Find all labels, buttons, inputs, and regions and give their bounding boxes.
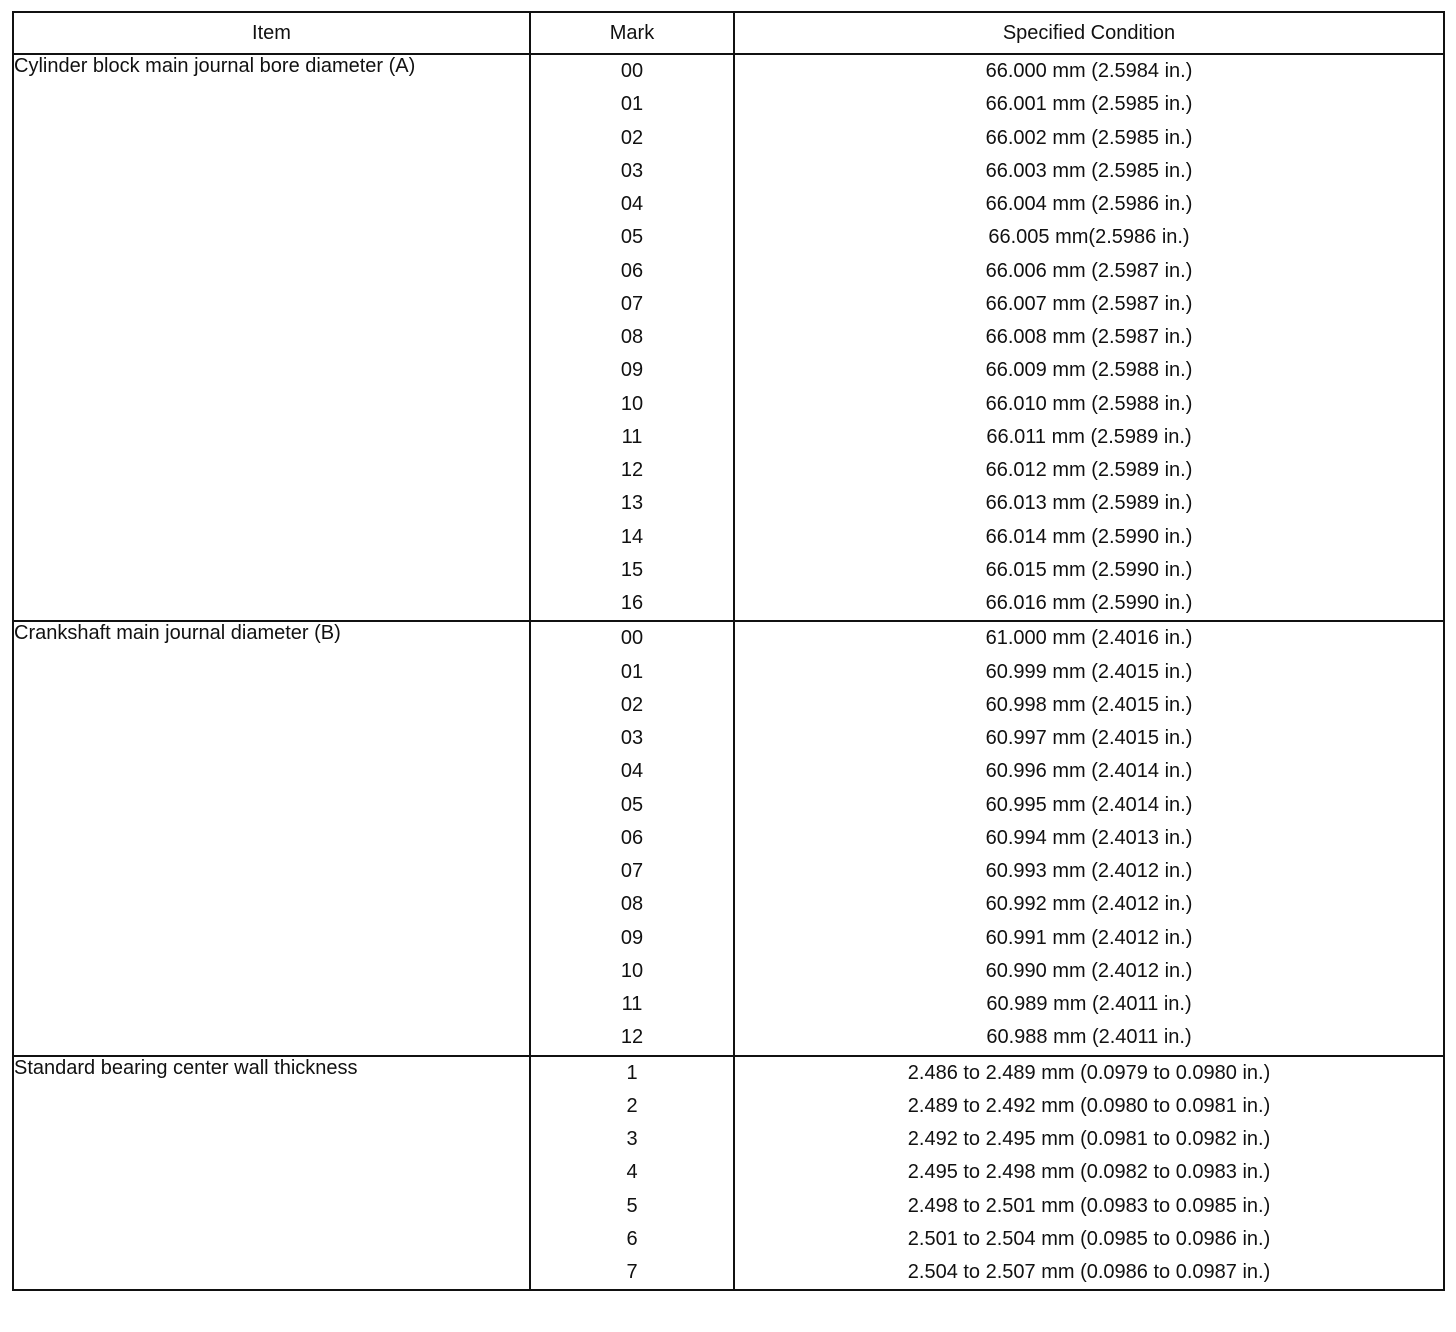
mark-value: 16	[620, 592, 644, 614]
mark-value: 14	[620, 525, 644, 548]
header-item: Item	[13, 12, 530, 54]
condition-value: 60.993 mm (2.4012 in.)	[985, 860, 1193, 882]
mark-value: 08	[620, 893, 644, 916]
mark-value: 09	[620, 926, 644, 949]
item-cell	[13, 621, 530, 1055]
item-label: Crankshaft main journal diameter (B)	[14, 622, 341, 645]
condition-value: 60.989 mm (2.4011 in.)	[986, 993, 1192, 1015]
mark-value: 09	[620, 359, 644, 382]
header-mark: Mark	[530, 12, 734, 54]
condition-value: 61.000 mm (2.4016 in.)	[985, 627, 1193, 650]
mark-value: 00	[620, 627, 644, 650]
mark-value: 04	[620, 760, 644, 783]
mark-cell	[530, 54, 734, 621]
mark-value: 07	[620, 292, 644, 315]
mark-value: 11	[621, 993, 643, 1015]
mark-value: 02	[620, 693, 644, 716]
mark-value: 13	[620, 492, 644, 515]
mark-value: 03	[620, 159, 644, 182]
mark-value: 08	[620, 326, 644, 348]
condition-value: 66.004 mm (2.5986 in.)	[985, 193, 1193, 215]
mark-value: 15	[620, 558, 644, 581]
specification-table	[12, 11, 1445, 1291]
mark-cell	[530, 1056, 734, 1291]
condition-value: 60.990 mm (2.4012 in.)	[985, 959, 1193, 982]
condition-value: 66.013 mm (2.5989 in.)	[985, 492, 1193, 515]
condition-value: 66.016 mm (2.5990 in.)	[985, 592, 1193, 614]
condition-value: 66.005 mm(2.5986 in.)	[988, 226, 1190, 249]
condition-value: 66.012 mm (2.5989 in.)	[985, 459, 1193, 481]
condition-value: 60.996 mm (2.4014 in.)	[985, 760, 1193, 783]
condition-value: 60.992 mm (2.4012 in.)	[985, 893, 1193, 916]
condition-value: 60.998 mm (2.4015 in.)	[985, 693, 1193, 716]
mark-value: 10	[620, 959, 644, 982]
condition-value: 66.011 mm (2.5989 in.)	[986, 425, 1192, 448]
item-label: Standard bearing center wall thickness	[14, 1056, 358, 1079]
condition-value: 66.008 mm (2.5987 in.)	[985, 326, 1193, 348]
condition-value: 66.003 mm (2.5985 in.)	[985, 159, 1193, 182]
item-cell	[13, 54, 530, 621]
mark-value: 03	[620, 727, 644, 749]
mark-value: 06	[620, 259, 644, 282]
condition-value: 66.006 mm (2.5987 in.)	[985, 259, 1193, 282]
condition-value: 60.988 mm (2.4011 in.)	[986, 1026, 1192, 1049]
mark-value: 05	[620, 226, 644, 249]
condition-value: 60.991 mm (2.4012 in.)	[985, 926, 1193, 949]
mark-value: 12	[620, 1026, 644, 1049]
condition-value: 2.486 to 2.489 mm (0.0979 to 0.0980 in.)	[907, 1061, 1271, 1084]
condition-value: 66.001 mm (2.5985 in.)	[985, 93, 1193, 116]
header-row	[13, 12, 1444, 54]
mark-value: 04	[620, 193, 644, 215]
mark-value: 06	[620, 826, 644, 849]
condition-value: 60.995 mm (2.4014 in.)	[985, 793, 1193, 816]
condition-value: 66.009 mm (2.5988 in.)	[985, 359, 1193, 382]
condition-value: 66.007 mm (2.5987 in.)	[985, 292, 1193, 315]
condition-value: 2.498 to 2.501 mm (0.0983 to 0.0985 in.)	[907, 1194, 1271, 1217]
condition-value: 2.492 to 2.495 mm (0.0981 to 0.0982 in.)	[907, 1128, 1271, 1150]
condition-value: 66.014 mm (2.5990 in.)	[985, 525, 1193, 548]
condition-cell	[734, 54, 1444, 621]
mark-value: 05	[620, 793, 644, 816]
table-row	[13, 1056, 1444, 1291]
condition-value: 2.504 to 2.507 mm (0.0986 to 0.0987 in.)	[907, 1261, 1271, 1283]
condition-value: 2.489 to 2.492 mm (0.0980 to 0.0981 in.)	[907, 1094, 1271, 1117]
mark-value: 7	[626, 1261, 638, 1283]
condition-value: 66.015 mm (2.5990 in.)	[985, 558, 1193, 581]
condition-value: 66.000 mm (2.5984 in.)	[985, 60, 1193, 82]
condition-value: 66.010 mm (2.5988 in.)	[985, 392, 1193, 415]
mark-value: 11	[621, 425, 643, 448]
header-specified-condition: Specified Condition	[734, 12, 1444, 54]
mark-value: 6	[626, 1227, 638, 1250]
condition-value: 60.994 mm (2.4013 in.)	[985, 826, 1193, 849]
mark-value: 01	[620, 660, 644, 683]
condition-cell	[734, 1056, 1444, 1291]
condition-value: 66.002 mm (2.5985 in.)	[985, 126, 1193, 149]
table-row	[13, 54, 1444, 621]
condition-value: 60.999 mm (2.4015 in.)	[985, 660, 1193, 683]
condition-cell	[734, 621, 1444, 1055]
mark-value: 02	[620, 126, 644, 149]
mark-value: 1	[626, 1061, 638, 1084]
condition-value: 2.501 to 2.504 mm (0.0985 to 0.0986 in.)	[907, 1227, 1271, 1250]
mark-value: 12	[620, 459, 644, 481]
item-cell	[13, 1056, 530, 1291]
mark-value: 10	[620, 392, 644, 415]
condition-value: 60.997 mm (2.4015 in.)	[985, 727, 1193, 749]
mark-value: 07	[620, 860, 644, 882]
table-row	[13, 621, 1444, 1055]
mark-value: 01	[620, 93, 644, 116]
mark-value: 00	[620, 60, 644, 82]
mark-cell	[530, 621, 734, 1055]
mark-value: 4	[626, 1161, 638, 1184]
mark-value: 2	[626, 1094, 638, 1117]
mark-value: 5	[626, 1194, 638, 1217]
condition-value: 2.495 to 2.498 mm (0.0982 to 0.0983 in.)	[907, 1161, 1271, 1184]
table-body	[13, 54, 1444, 1290]
mark-value: 3	[626, 1128, 638, 1150]
item-label: Cylinder block main journal bore diameter (A)	[14, 55, 416, 77]
